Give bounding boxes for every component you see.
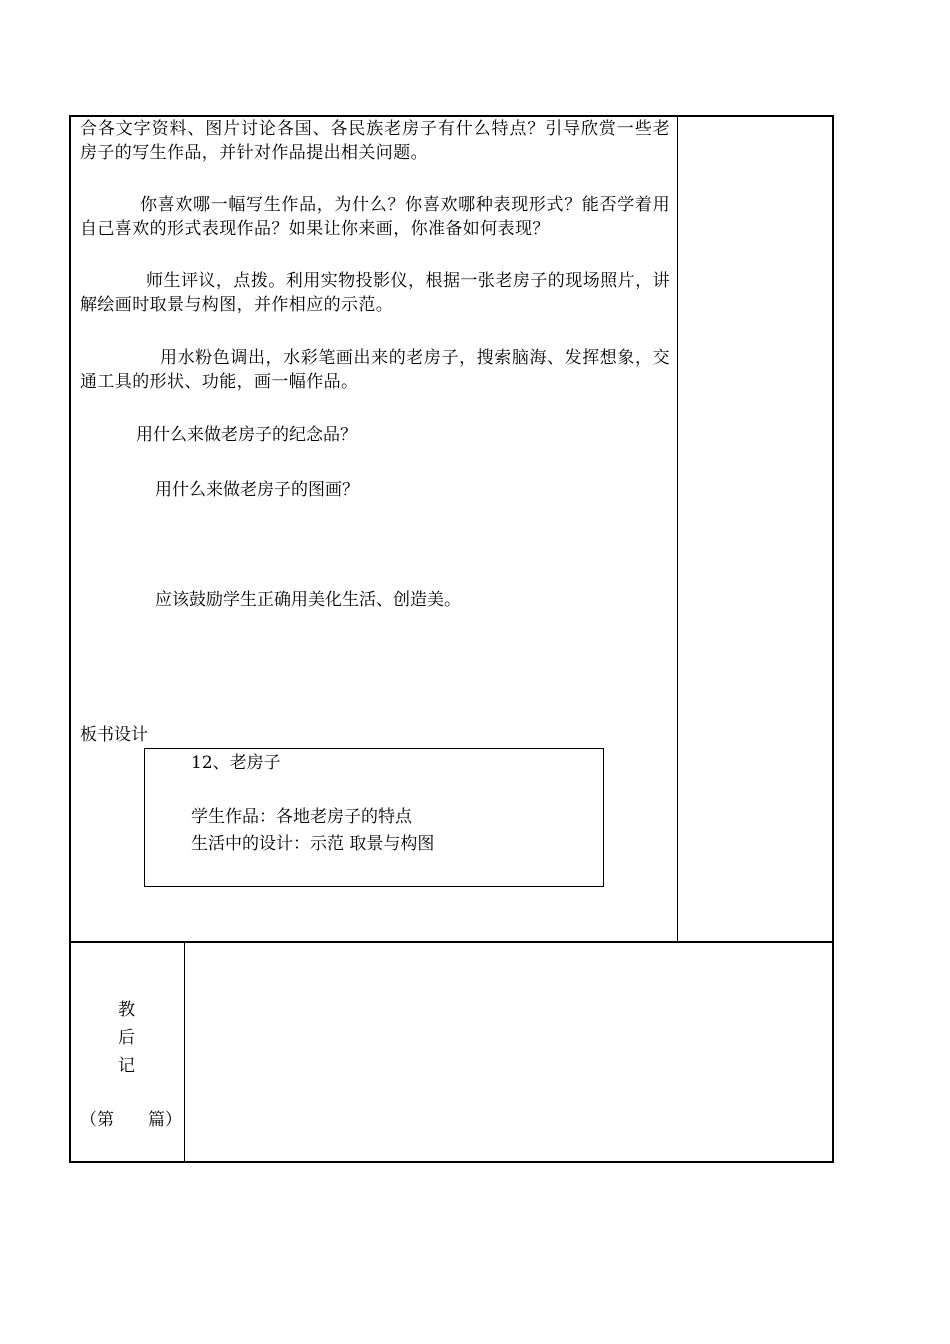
lesson-paragraph-2: 你喜欢哪一幅写生作品，为什么？你喜欢哪种表现形式？能否学着用自己喜欢的形式表现作品？如果让你来画，你准备如何表现？ bbox=[80, 195, 670, 239]
lesson-paragraph-3: 师生评议，点拨。利用实物投影仪，根据一张老房子的现场照片，讲解绘画时取景与构图，并作相应的示范。 bbox=[80, 271, 670, 315]
lesson-question-1: 用什么来做老房子的纪念品？ bbox=[136, 425, 357, 445]
reflection-label-char-1: 教 bbox=[118, 1000, 135, 1020]
lesson-paragraph-5: 应该鼓励学生正确用美化生活、创造美。 bbox=[155, 590, 461, 610]
board-design-line-2: 生活中的设计：示范 取景与构图 bbox=[191, 834, 435, 854]
reflection-note: （第 篇） bbox=[80, 1110, 182, 1130]
lesson-paragraph-1: 合各文字资料、图片讨论各国、各民族老房子有什么特点？引导欣赏一些老房子的写生作品，并针对作品提出相关问题。 bbox=[80, 119, 670, 163]
board-design-line-1: 学生作品：各地老房子的特点 bbox=[191, 807, 412, 827]
lesson-question-2: 用什么来做老房子的图画？ bbox=[155, 480, 359, 500]
lesson-paragraph-4: 用水粉色调出，水彩笔画出来的老房子，搜索脑海、发挥想象，交通工具的形状、功能，画一幅作品。 bbox=[80, 348, 670, 392]
reflection-content-area bbox=[186, 944, 832, 1161]
reflection-column-divider bbox=[184, 942, 185, 1163]
board-design-title: 12、老房子 bbox=[191, 753, 281, 773]
board-design-label: 板书设计 bbox=[80, 725, 148, 745]
reflection-label-char-3: 记 bbox=[118, 1056, 135, 1076]
table-column-divider bbox=[677, 115, 678, 942]
reflection-label-char-2: 后 bbox=[118, 1028, 135, 1048]
